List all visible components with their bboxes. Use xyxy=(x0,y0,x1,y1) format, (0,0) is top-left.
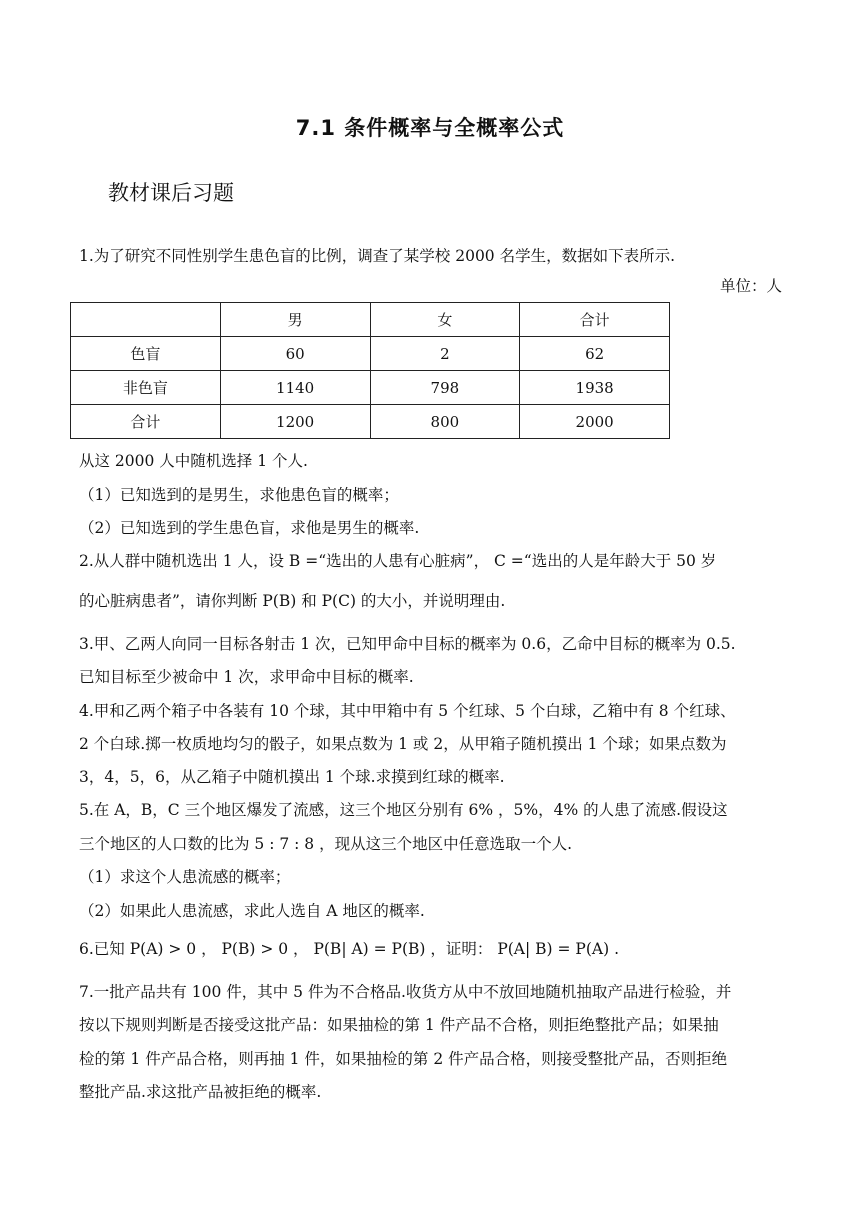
table-cell: 合计 xyxy=(71,405,221,439)
question-7-line-4: 整批产品.求这批产品被拒绝的概率. xyxy=(79,1083,322,1101)
table-cell: 2 xyxy=(370,337,520,371)
table-header-row xyxy=(71,303,670,337)
question-4-line-2: 2 个白球.掷一枚质地均匀的骰子，如果点数为 1 或 2，从甲箱子随机摸出 1 个球；如果点数为 xyxy=(79,735,727,753)
question-3-line-2: 已知目标至少被命中 1 次，求甲命中目标的概率. xyxy=(79,668,414,686)
question-7-line-3: 检的第 1 件产品合格，则再抽 1 件，如果抽检的第 2 件产品合格，则接受整批产品，否则拒绝 xyxy=(79,1050,728,1068)
question-7-line-2: 按以下规则判断是否接受这批产品：如果抽检的第 1 件产品不合格，则拒绝整批产品；如果抽 xyxy=(79,1016,719,1034)
table-cell: 798 xyxy=(370,371,520,405)
question-6-line-1: 6.已知 P(A) > 0 ， P(B) > 0 ， P(B| A) = P(B) ，证明： P(A| B) = P(A) . xyxy=(79,940,619,958)
question-1-sub-1: （1）已知选到的是男生，求他患色盲的概率； xyxy=(79,486,399,504)
table-cell: 1140 xyxy=(220,371,370,405)
table-cell: 62 xyxy=(520,337,670,371)
table-cell: 800 xyxy=(370,405,520,439)
table-cell: 1938 xyxy=(520,371,670,405)
table-header-cell xyxy=(71,303,221,337)
table-header-cell: 合计 xyxy=(520,303,670,337)
question-4-line-3: 3，4，5，6，从乙箱子中随机摸出 1 个球.求摸到红球的概率. xyxy=(79,768,505,786)
table-cell: 非色盲 xyxy=(71,371,221,405)
question-1-after: 从这 2000 人中随机选择 1 个人. xyxy=(79,452,308,470)
table-cell: 60 xyxy=(220,337,370,371)
color-blindness-table xyxy=(70,302,670,439)
question-3-line-1: 3.甲、乙两人向同一目标各射击 1 次，已知甲命中目标的概率为 0.6，乙命中目标的概率为 0.5. xyxy=(79,635,736,653)
question-4-line-1: 4.甲和乙两个箱子中各装有 10 个球，其中甲箱中有 5 个红球、5 个白球，乙箱中有 8 个红球、 xyxy=(79,702,736,720)
table-header-cell: 女 xyxy=(370,303,520,337)
page-title: 7.1 条件概率与全概率公式 xyxy=(295,116,565,140)
question-5-sub-1: （1）求这个人患流感的概率； xyxy=(79,868,291,886)
table-row xyxy=(71,405,670,439)
table-cell: 1200 xyxy=(220,405,370,439)
section-heading: 教材课后习题 xyxy=(108,181,234,205)
question-2-line-2: 的心脏病患者”，请你判断 P(B) 和 P(C) 的大小，并说明理由. xyxy=(79,592,506,610)
question-7-line-1: 7.一批产品共有 100 件，其中 5 件为不合格品.收货方从中不放回地随机抽取产品进行检验，并 xyxy=(79,983,732,1001)
question-5-line-1: 5.在 A，B，C 三个地区爆发了流感，这三个地区分别有 6% ，5%，4% 的人患了流感.假设这 xyxy=(79,801,728,819)
question-5-sub-2: （2）如果此人患流感，求此人选自 A 地区的概率. xyxy=(79,902,425,920)
table-header-cell: 男 xyxy=(220,303,370,337)
table-unit-label: 单位：人 xyxy=(719,277,782,295)
question-1-intro: 1.为了研究不同性别学生患色盲的比例，调查了某学校 2000 名学生，数据如下表所示. xyxy=(79,247,676,265)
question-2-line-1: 2.从人群中随机选出 1 人，设 B =“选出的人患有心脏病”， C =“选出的人是年龄大于 50 岁 xyxy=(79,552,717,570)
question-5-line-2: 三个地区的人口数的比为 5 : 7 : 8 ，现从这三个地区中任意选取一个人. xyxy=(79,835,573,853)
table-cell: 2000 xyxy=(520,405,670,439)
table-row xyxy=(71,337,670,371)
table-cell: 色盲 xyxy=(71,337,221,371)
table-row xyxy=(71,371,670,405)
question-1-sub-2: （2）已知选到的学生患色盲，求他是男生的概率. xyxy=(79,519,420,537)
